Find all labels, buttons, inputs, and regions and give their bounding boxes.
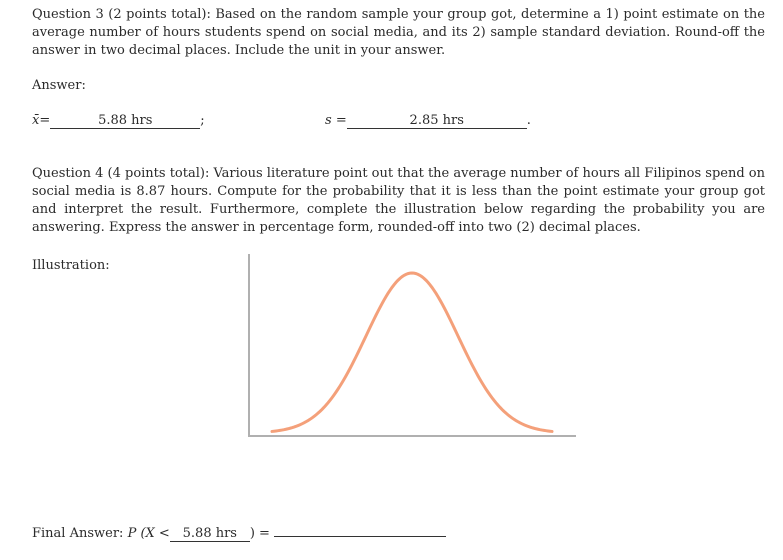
bell-curve [272,273,552,431]
s-equals: = [335,113,347,128]
probability-suffix: ) = [249,526,270,541]
question-3-text: Question 3 (2 points total): Based on the random sample your group got, determine a 1) point estimate on the average number of hours students spend on social media, and its 2) sample standard deviation. Round-off the answer in two decimal places. Include the unit in your answer. [32,7,765,58]
sample-mean-field[interactable]: 5.88 hrs [50,114,200,129]
xbar-separator: ; [200,113,205,128]
final-answer-field[interactable] [274,522,446,537]
final-value-field[interactable]: 5.88 hrs [170,527,250,542]
illustration-label: Illustration: [32,258,110,273]
question-4-text: Question 4 (4 points total): Various literature point out that the average number of hours all Filipinos spend on social media is 8.87 hours. Compute for the probability that it is less than the point estimate your group got and interpret the result. Furthermore, complete the illustration below regarding the probability you are answering. Express the answer in percentage form, rounded-off into two (2) decimal places. [32,166,765,235]
sample-sd-field[interactable]: 2.85 hrs [347,114,527,129]
xbar-symbol: x̄ [32,113,40,128]
final-answer-row [32,522,446,542]
normal-curve-illustration [240,250,580,442]
sample-mean-row [32,113,205,129]
sample-sd-row [325,113,531,129]
xbar-equals: = [39,113,51,128]
probability-prefix: P (X < [127,526,170,541]
final-answer-label: Final Answer: [32,526,128,541]
s-end: . [526,113,531,128]
s-symbol: s [325,113,332,128]
answer-label: Answer: [32,78,86,93]
